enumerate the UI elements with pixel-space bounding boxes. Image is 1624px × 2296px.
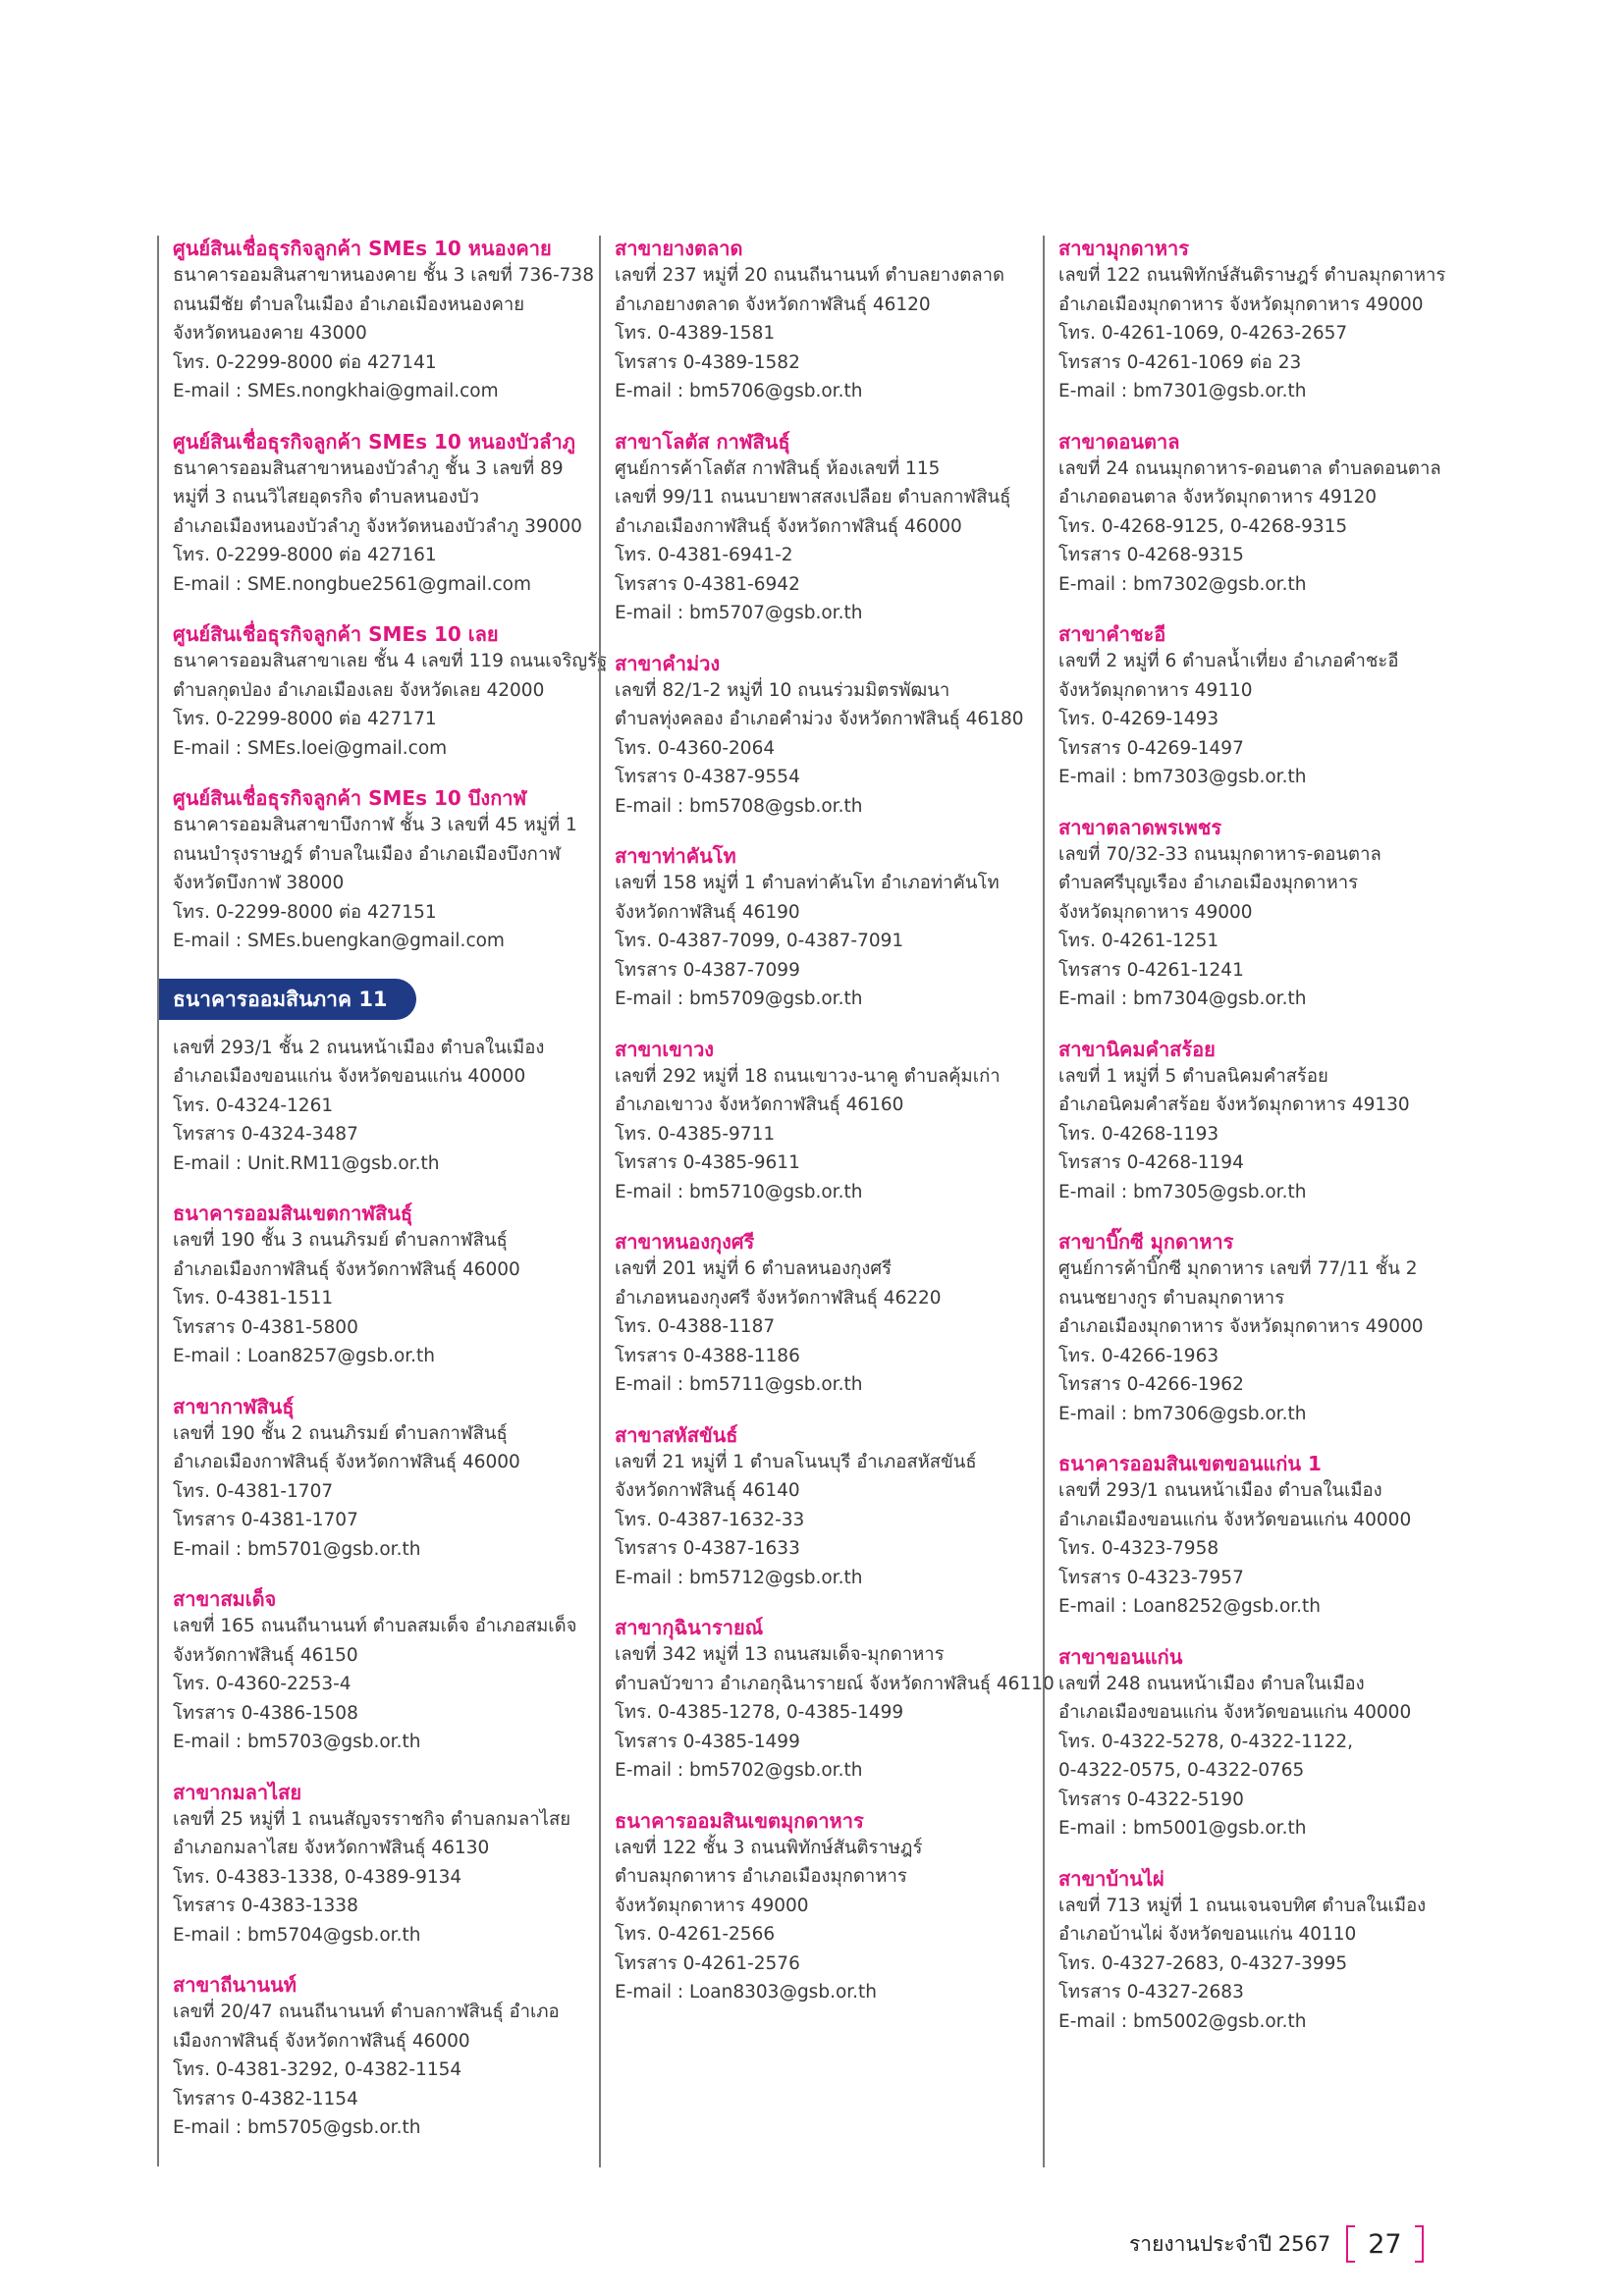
branch-entry <box>615 651 1031 822</box>
column-1 <box>157 236 608 2166</box>
branch-entry <box>615 843 1031 1014</box>
branch-email: E-mail : bm5705@gsb.or.th <box>173 2117 421 2138</box>
branch-email: E-mail : bm7305@gsb.or.th <box>1058 1181 1307 1202</box>
branch-title: สาขาบิ๊กซี มุกดาหาร <box>1058 1230 1234 1254</box>
left-bracket <box>1346 2225 1355 2263</box>
branch-email: E-mail : Loan8303@gsb.or.th <box>615 1982 878 2002</box>
branch-email: E-mail : bm5703@gsb.or.th <box>173 1732 421 1752</box>
branch-title: สาขากุฉินารายณ์ <box>615 1616 764 1639</box>
branch-detail-line: โทรสาร 0-4323-7957 <box>1058 1567 1244 1588</box>
branch-email: E-mail : bm7302@gsb.or.th <box>1058 573 1307 595</box>
branch-detail-line: โทรสาร 0-4382-1154 <box>173 2088 358 2109</box>
branch-email: E-mail : bm7304@gsb.or.th <box>1058 988 1307 1009</box>
branch-detail-line: อำเภอเมืองขอนแก่น จังหวัดขอนแก่น 40000 <box>1058 1509 1412 1530</box>
branch-detail-line: หมู่ที่ 3 ถนนวิไสยอุดรกิจ ตำบลหนองบัว <box>173 487 480 507</box>
branch-entry <box>173 1780 589 1950</box>
branch-entry <box>173 429 589 600</box>
branch-detail-line: อำเภอนิคมคำสร้อย จังหวัดมุกดาหาร 49130 <box>1058 1095 1410 1115</box>
branch-detail-line: อำเภอเมืองกาฬสินธุ์ จังหวัดกาฬสินธุ์ 46000 <box>173 1258 520 1280</box>
branch-detail-line: อำเภอดอนตาล จังหวัดมุกดาหาร 49120 <box>1058 487 1378 507</box>
branch-entry <box>173 785 589 956</box>
branch-detail-line: ตำบลกุดป่อง อำเภอเมืองเลย จังหวัดเลย 42000 <box>173 679 545 701</box>
branch-detail-line: เลขที่ 25 หมู่ที่ 1 ถนนสัญจรราชกิจ ตำบลกมลาไสย <box>173 1808 571 1830</box>
branch-detail-line: โทร. 0-4269-1493 <box>1058 709 1219 729</box>
branch-detail-line: โทรสาร 0-4383-1338 <box>173 1896 358 1916</box>
branch-detail-line: โทรสาร 0-4389-1582 <box>615 351 800 373</box>
branch-entry <box>1058 621 1485 792</box>
branch-detail-line: โทรสาร 0-4261-1069 ต่อ 23 <box>1058 351 1302 373</box>
branch-detail-line: โทรสาร 0-4385-9611 <box>615 1152 800 1173</box>
branch-title: สาขาตลาดพรเพชร <box>1058 815 1222 839</box>
branch-email: E-mail : bm5709@gsb.or.th <box>615 988 863 1009</box>
branch-email: E-mail : bm5711@gsb.or.th <box>615 1374 863 1395</box>
branch-detail-line: เลขที่ 20/47 ถนนถีนานนท์ ตำบลกาฬสินธุ์ อำเภอ <box>173 2002 560 2022</box>
branch-detail-line: โทรสาร 0-4269-1497 <box>1058 737 1244 759</box>
branch-detail-line: เลขที่ 248 ถนนหน้าเมือง ตำบลในเมือง <box>1058 1673 1365 1694</box>
branch-detail-line: อำเภอเมืองกาฬสินธุ์ จังหวัดกาฬสินธุ์ 46000 <box>173 1452 520 1472</box>
branch-detail-line: อำเภอเมืองมุกดาหาร จังหวัดมุกดาหาร 49000 <box>1058 294 1424 315</box>
branch-entry <box>615 1422 1031 1593</box>
branch-entry <box>173 1394 589 1565</box>
branch-email: E-mail : bm5701@gsb.or.th <box>173 1538 421 1560</box>
branch-detail-line: โทร. 0-2299-8000 ต่อ 427141 <box>173 351 437 373</box>
branch-detail-line: ศูนย์การค้าบิ๊กซี มุกดาหาร เลขที่ 77/11 ชั้น 2 <box>1058 1258 1418 1279</box>
branch-detail-line: โทร. 0-4261-1251 <box>1058 931 1219 951</box>
branch-detail-line: โทรสาร 0-4261-1241 <box>1058 959 1244 981</box>
branch-email: E-mail : Loan8257@gsb.or.th <box>173 1346 436 1366</box>
report-title: รายงานประจำปี 2567 <box>1129 2231 1331 2256</box>
branch-title: สาขายางตลาด <box>615 237 743 260</box>
branch-detail-line: โทร. 0-4323-7958 <box>1058 1538 1219 1559</box>
branch-detail-line: เลขที่ 190 ชั้น 2 ถนนภิรมย์ ตำบลกาฬสินธุ์ <box>173 1422 508 1444</box>
branch-entry <box>615 236 1031 406</box>
branch-detail-line: โทร. 0-4266-1963 <box>1058 1345 1219 1366</box>
branch-title: ศูนย์สินเชื่อธุรกิจลูกค้า SMEs 10 บึงกาฬ <box>173 786 527 810</box>
branch-detail-line: ถนนชยางกูร ตำบลมุกดาหาร <box>1058 1287 1285 1308</box>
branch-title: ศูนย์สินเชื่อธุรกิจลูกค้า SMEs 10 หนองคาย <box>173 237 552 260</box>
branch-email: E-mail : bm5707@gsb.or.th <box>615 603 863 623</box>
branch-detail-line: เลขที่ 713 หมู่ที่ 1 ถนนเจนจบทิศ ตำบลในเมือง <box>1058 1895 1427 1916</box>
branch-entry <box>615 1615 1055 1786</box>
branch-title: ธนาคารออมสินเขตกาฬสินธุ์ <box>173 1201 413 1225</box>
branch-detail-line: จังหวัดมุกดาหาร 49000 <box>615 1895 809 1916</box>
branch-detail-line: จังหวัดกาฬสินธุ์ 46150 <box>173 1644 358 1666</box>
branch-detail-line: โทรสาร 0-4381-6942 <box>615 573 800 595</box>
branch-title: สาขาขอนแก่น <box>1058 1644 1183 1669</box>
branch-detail-line: เลขที่ 1 หมู่ที่ 5 ตำบลนิคมคำสร้อย <box>1058 1065 1328 1087</box>
branch-detail-line: โทร. 0-4327-2683, 0-4327-3995 <box>1058 1952 1348 1974</box>
branch-detail-line: โทร. 0-4387-1632-33 <box>615 1509 805 1530</box>
branch-detail-line: โทรสาร 0-4268-9315 <box>1058 545 1244 565</box>
region-header: ธนาคารออมสินภาค 11 <box>159 979 416 1020</box>
branch-entry <box>173 621 608 763</box>
branch-entry <box>173 1586 589 1757</box>
branch-title: สาขาคำชะอี <box>1058 622 1166 646</box>
branch-email: E-mail : bm7306@gsb.or.th <box>1058 1403 1307 1424</box>
branch-title: สาขาถีนานนท์ <box>173 1973 297 1997</box>
branch-detail-line: อำเภอบ้านไผ่ จังหวัดขอนแก่น 40110 <box>1058 1924 1357 1945</box>
branch-detail-line: โทร. 0-4268-9125, 0-4268-9315 <box>1058 515 1348 537</box>
branch-entry <box>615 1229 1031 1400</box>
branch-entry <box>173 1034 589 1179</box>
branch-detail-line: จังหวัดมุกดาหาร 49000 <box>1058 901 1253 923</box>
branch-detail-line: เลขที่ 293/1 ชั้น 2 ถนนหน้าเมือง ตำบลในเมือง <box>173 1037 545 1058</box>
branch-detail-line: โทรสาร 0-4266-1962 <box>1058 1374 1244 1395</box>
branch-email: E-mail : bm5702@gsb.or.th <box>615 1760 863 1781</box>
branch-detail-line: โทรสาร 0-4322-5190 <box>1058 1789 1244 1810</box>
branch-detail-line: เลขที่ 292 หมู่ที่ 18 ถนนเขาวง-นาคู ตำบลคุ้มเก่า <box>615 1065 1001 1087</box>
branch-detail-line: เลขที่ 24 ถนนมุกดาหาร-ดอนตาล ตำบลดอนตาล <box>1058 457 1441 479</box>
branch-detail-line: ตำบลศรีบุญเรือง อำเภอเมืองมุกดาหาร <box>1058 873 1359 893</box>
branch-detail-line: ธนาคารออมสินสาขาบึงกาฬ ชั้น 3 เลขที่ 45 หมู่ที่ 1 <box>173 815 577 835</box>
branch-email: E-mail : Unit.RM11@gsb.or.th <box>173 1152 440 1174</box>
branch-detail-line: โทร. 0-4261-1069, 0-4263-2657 <box>1058 323 1348 344</box>
branch-title: สาขาบ้านไผ่ <box>1058 1866 1164 1891</box>
branch-title: สาขาโลตัส กาฬสินธุ์ <box>615 429 790 454</box>
branch-detail-line: ธนาคารออมสินสาขาเลย ชั้น 4 เลขที่ 119 ถนนเจริญรัฐ <box>173 651 608 671</box>
branch-email: E-mail : Loan8252@gsb.or.th <box>1058 1596 1322 1617</box>
branch-detail-line: เลขที่ 158 หมู่ที่ 1 ตำบลท่าคันโท อำเภอท่าคันโท <box>615 873 1000 893</box>
branch-detail-line: อำเภอเมืองขอนแก่น จังหวัดขอนแก่น 40000 <box>173 1066 526 1087</box>
branch-detail-line: โทร. 0-2299-8000 ต่อ 427151 <box>173 901 437 923</box>
branch-title: สาขาคำม่วง <box>615 651 721 675</box>
branch-detail-line: จังหวัดกาฬสินธุ์ 46140 <box>615 1480 800 1501</box>
branch-title: สาขาเขาวง <box>615 1037 715 1061</box>
branch-detail-line: โทร. 0-4381-6941-2 <box>615 545 793 565</box>
branch-entry <box>173 1201 589 1371</box>
branch-email: E-mail : bm7301@gsb.or.th <box>1058 381 1307 401</box>
branch-email: E-mail : bm5001@gsb.or.th <box>1058 1818 1307 1839</box>
branch-detail-line: โทรสาร 0-4388-1186 <box>615 1345 800 1366</box>
branch-detail-line: ตำบลมุกดาหาร อำเภอเมืองมุกดาหาร <box>615 1866 907 1887</box>
branch-detail-line: เลขที่ 122 ถนนพิทักษ์สันติราษฎร์ ตำบลมุกดาหาร <box>1058 265 1446 286</box>
branch-email: E-mail : bm5704@gsb.or.th <box>173 1924 421 1946</box>
branch-entry <box>173 236 594 406</box>
branch-detail-line: โทร. 0-4360-2064 <box>615 737 776 759</box>
branch-entry <box>1058 429 1485 600</box>
branch-email: E-mail : SMEs.loei@gmail.com <box>173 737 448 759</box>
branch-detail-line: จังหวัดหนองคาย 43000 <box>173 323 367 344</box>
right-bracket <box>1415 2225 1424 2263</box>
branch-detail-line: อำเภอกมลาไสย จังหวัดกาฬสินธุ์ 46130 <box>173 1838 490 1858</box>
branch-title: ธนาคารออมสินเขตมุกดาหาร <box>615 1808 864 1833</box>
branch-email: E-mail : bm5710@gsb.or.th <box>615 1181 863 1202</box>
branch-entry <box>1058 1644 1485 1843</box>
branch-detail-line: ตำบลทุ่งคลอง อำเภอคำม่วง จังหวัดกาฬสินธุ์ 46180 <box>615 709 1024 729</box>
branch-entry <box>1058 815 1485 1014</box>
branch-email: E-mail : SME.nongbue2561@gmail.com <box>173 573 531 595</box>
branch-entry <box>1058 1037 1485 1207</box>
branch-detail-line: เลขที่ 99/11 ถนนบายพาสสงเปลือย ตำบลกาฬสินธุ์ <box>615 487 1011 507</box>
branch-detail-line: โทร. 0-4383-1338, 0-4389-9134 <box>173 1866 462 1888</box>
branch-detail-line: โทร. 0-4360-2253-4 <box>173 1674 352 1694</box>
branch-detail-line: เลขที่ 82/1-2 หมู่ที่ 10 ถนนร่วมมิตรพัฒนา <box>615 679 950 701</box>
branch-detail-line: ถนนบำรุงราษฎร์ ตำบลในเมือง อำเภอเมืองบึงกาฬ <box>173 843 561 865</box>
branch-title: สาขาสหัสขันธ์ <box>615 1422 738 1447</box>
branch-entry <box>173 1972 589 2143</box>
branch-detail-line: โทรสาร 0-4386-1508 <box>173 1702 358 1724</box>
branch-detail-line: อำเภอเมืองหนองบัวลำภู จังหวัดหนองบัวลำภู 39000 <box>173 515 582 537</box>
branch-detail-line: โทร. 0-4381-1707 <box>173 1480 334 1502</box>
branch-entry <box>615 1037 1031 1207</box>
branch-detail-line: โทร. 0-4385-9711 <box>615 1123 776 1145</box>
branch-detail-line: จังหวัดบึงกาฬ 38000 <box>173 873 345 893</box>
branch-detail-line: โทร. 0-4381-1511 <box>173 1288 334 1308</box>
branch-detail-line: เลขที่ 342 หมู่ที่ 13 ถนนสมเด็จ-มุกดาหาร <box>615 1644 945 1665</box>
branch-detail-line: อำเภอยางตลาด จังหวัดกาฬสินธุ์ 46120 <box>615 294 931 315</box>
branch-detail-line: โทร. 0-2299-8000 ต่อ 427171 <box>173 709 437 729</box>
branch-detail-line: จังหวัดกาฬสินธุ์ 46190 <box>615 901 800 923</box>
branch-detail-line: 0-4322-0575, 0-4322-0765 <box>1058 1760 1305 1781</box>
branch-entry <box>1058 1866 1485 2037</box>
branch-detail-line: โทร. 0-4322-5278, 0-4322-1122, <box>1058 1731 1354 1752</box>
branch-detail-line: จังหวัดมุกดาหาร 49110 <box>1058 679 1253 701</box>
branch-detail-line: อำเภอเมืองกาฬสินธุ์ จังหวัดกาฬสินธุ์ 46000 <box>615 515 962 537</box>
branch-detail-line: โทรสาร 0-4387-9554 <box>615 767 800 787</box>
branch-detail-line: โทรสาร 0-4387-1633 <box>615 1538 800 1559</box>
branch-email: E-mail : SMEs.buengkan@gmail.com <box>173 931 505 951</box>
branch-detail-line: เลขที่ 237 หมู่ที่ 20 ถนนถีนานนท์ ตำบลยางตลาด <box>615 265 1005 286</box>
branch-detail-line: โทร. 0-4381-3292, 0-4382-1154 <box>173 2059 462 2080</box>
branch-email: E-mail : bm7303@gsb.or.th <box>1058 767 1307 787</box>
branch-title: สาขานิคมคำสร้อย <box>1058 1037 1216 1061</box>
branch-detail-line: ธนาคารออมสินสาขาหนองบัวลำภู ชั้น 3 เลขที่ 89 <box>173 457 564 479</box>
branch-detail-line: โทร. 0-2299-8000 ต่อ 427161 <box>173 545 437 565</box>
branch-detail-line: โทรสาร 0-4327-2683 <box>1058 1982 1244 2002</box>
branch-detail-line: เลขที่ 2 หมู่ที่ 6 ตำบลน้ำเที่ยง อำเภอคำชะอี <box>1058 651 1399 671</box>
branch-title: สาขาดอนตาล <box>1058 429 1180 454</box>
branch-entry <box>1058 236 1485 406</box>
branch-detail-line: อำเภอหนองกุงศรี จังหวัดกาฬสินธุ์ 46220 <box>615 1287 942 1308</box>
branch-detail-line: โทรสาร 0-4381-1707 <box>173 1510 358 1530</box>
branch-email: E-mail : bm5712@gsb.or.th <box>615 1567 863 1588</box>
branch-title: ธนาคารออมสินเขตขอนแก่น 1 <box>1058 1452 1322 1475</box>
branch-email: E-mail : bm5002@gsb.or.th <box>1058 2010 1307 2032</box>
branch-detail-line: ธนาคารออมสินสาขาหนองคาย ชั้น 3 เลขที่ 736-738 <box>173 265 594 286</box>
branch-detail-line: โทร. 0-4387-7099, 0-4387-7091 <box>615 931 904 951</box>
branch-detail-line: โทร. 0-4389-1581 <box>615 323 776 344</box>
branch-detail-line: โทรสาร 0-4385-1499 <box>615 1731 800 1752</box>
branch-title: สาขาท่าคันโท <box>615 844 736 868</box>
branch-detail-line: โทรสาร 0-4387-7099 <box>615 959 800 981</box>
branch-detail-line: เลขที่ 165 ถนนถีนานนท์ ตำบลสมเด็จ อำเภอสมเด็จ <box>173 1616 577 1636</box>
branch-email: E-mail : SMEs.nongkhai@gmail.com <box>173 381 499 401</box>
branch-detail-line: โทร. 0-4268-1193 <box>1058 1123 1219 1145</box>
branch-detail-line: เลขที่ 21 หมู่ที่ 1 ตำบลโนนบุรี อำเภอสหัสขันธ์ <box>615 1451 977 1472</box>
branch-detail-line: เมืองกาฬสินธุ์ จังหวัดกาฬสินธุ์ 46000 <box>173 2030 470 2052</box>
branch-detail-line: อำเภอเมืองขอนแก่น จังหวัดขอนแก่น 40000 <box>1058 1702 1412 1723</box>
branch-entry <box>1058 1451 1485 1622</box>
branch-title: สาขากมลาไสย <box>173 1780 302 1804</box>
branch-detail-line: โทรสาร 0-4261-2576 <box>615 1952 800 1974</box>
page-number: 27 <box>1368 2228 1402 2260</box>
branch-detail-line: ถนนมีชัย ตำบลในเมือง อำเภอเมืองหนองคาย <box>173 294 525 315</box>
branch-detail-line: โทรสาร 0-4268-1194 <box>1058 1152 1244 1173</box>
branch-detail-line: อำเภอเขาวง จังหวัดกาฬสินธุ์ 46160 <box>615 1095 904 1115</box>
branch-email: E-mail : bm5706@gsb.or.th <box>615 381 863 401</box>
branch-email: E-mail : bm5708@gsb.or.th <box>615 795 863 817</box>
column-2 <box>599 236 1055 2167</box>
branch-title: ศูนย์สินเชื่อธุรกิจลูกค้า SMEs 10 หนองบัวลำภู <box>173 429 575 454</box>
branch-title: สาขาสมเด็จ <box>173 1587 277 1611</box>
column-3 <box>1043 236 1485 2167</box>
branch-entry <box>615 429 1031 628</box>
branch-title: สาขากาฬสินธุ์ <box>173 1394 295 1418</box>
branch-detail-line: ศูนย์การค้าโลตัส กาฬสินธุ์ ห้องเลขที่ 115 <box>615 457 941 479</box>
branch-entry <box>615 1808 1031 2007</box>
branch-detail-line: โทรสาร 0-4381-5800 <box>173 1316 358 1338</box>
branch-title: สาขาหนองกุงศรี <box>615 1230 755 1254</box>
branch-detail-line: เลขที่ 190 ชั้น 3 ถนนภิรมย์ ตำบลกาฬสินธุ์ <box>173 1230 508 1251</box>
branch-detail-line: เลขที่ 70/32-33 ถนนมุกดาหาร-ดอนตาล <box>1058 843 1381 865</box>
branch-detail-line: โทร. 0-4324-1261 <box>173 1095 334 1116</box>
branch-detail-line: เลขที่ 293/1 ถนนหน้าเมือง ตำบลในเมือง <box>1058 1480 1382 1501</box>
branch-detail-line: โทร. 0-4261-2566 <box>615 1924 776 1945</box>
branch-detail-line: อำเภอเมืองมุกดาหาร จังหวัดมุกดาหาร 49000 <box>1058 1316 1424 1337</box>
branch-detail-line: ตำบลบัวขาว อำเภอกุฉินารายณ์ จังหวัดกาฬสินธุ์ 46110 <box>615 1673 1055 1694</box>
branch-detail-line: เลขที่ 201 หมู่ที่ 6 ตำบลหนองกุงศรี <box>615 1258 893 1279</box>
page-footer <box>1129 2222 1424 2266</box>
branch-detail-line: โทรสาร 0-4324-3487 <box>173 1124 358 1145</box>
branch-detail-line: โทร. 0-4388-1187 <box>615 1316 776 1337</box>
branch-title: สาขามุกดาหาร <box>1058 237 1190 260</box>
branch-entry <box>1058 1229 1485 1428</box>
branch-detail-line: เลขที่ 122 ชั้น 3 ถนนพิทักษ์สันติราษฎร์ <box>615 1837 923 1858</box>
branch-title: ศูนย์สินเชื่อธุรกิจลูกค้า SMEs 10 เลย <box>173 622 499 646</box>
branch-detail-line: โทร. 0-4385-1278, 0-4385-1499 <box>615 1702 904 1723</box>
